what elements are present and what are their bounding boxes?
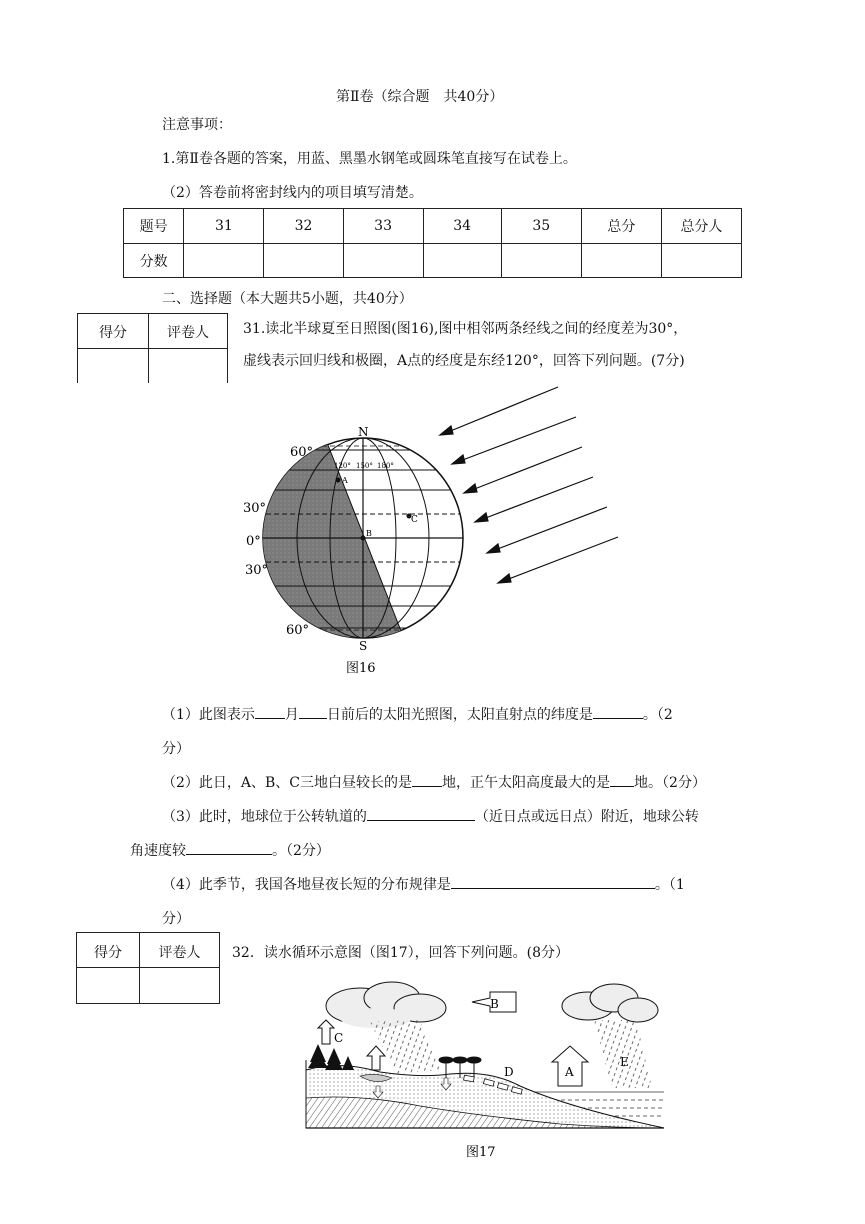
score-row-label: 分数 — [124, 244, 184, 278]
score-input-cell[interactable] — [661, 244, 741, 278]
score-input-cell[interactable] — [423, 244, 501, 278]
figure-17-caption: 图17 — [466, 1145, 496, 1160]
q31-sub3-cont — [130, 840, 330, 860]
label-lat0: 0° — [246, 534, 261, 549]
score-header-cell: 32 — [264, 209, 343, 244]
label-c: C — [411, 515, 418, 525]
label-e: E — [620, 1055, 629, 1069]
grader-name-label: 评卷人 — [167, 325, 209, 341]
q31-text-line1: 31.读北半球夏至日照图(图16),图中相邻两条经线之间的经度差为30°， — [243, 321, 688, 337]
q31-sub1-text: （1）此图表示 — [162, 707, 255, 723]
grader-score-label: 得分 — [99, 325, 127, 341]
label-b: B — [490, 997, 499, 1011]
label-lon3: 180° — [377, 462, 394, 470]
q31-sub2-text: 地。（2分） — [634, 775, 706, 791]
sun-rays — [440, 387, 618, 583]
label-b: B — [366, 529, 372, 538]
q31-sub3-text: （近日点或远日点）附近，地球公转 — [474, 809, 699, 825]
answer-blank-orbit-position[interactable] — [367, 806, 475, 821]
score-header-cell: 34 — [423, 209, 501, 244]
score-header-cell: 题号 — [124, 209, 184, 244]
figure-17-water-cycle — [300, 978, 670, 1163]
grader-score-label: 得分 — [94, 945, 122, 961]
q31-sub3-text: 角速度较 — [130, 843, 186, 859]
cloud-left — [326, 982, 446, 1028]
q31-sub4-cont: 分） — [162, 911, 190, 927]
arrow-c — [318, 1020, 334, 1044]
figure-16-globe — [230, 380, 630, 680]
label-lon2: 150° — [356, 462, 373, 470]
q31-sub2 — [162, 772, 706, 792]
q31-sub3 — [162, 806, 699, 826]
answer-blank-longest-day[interactable] — [412, 772, 442, 787]
q31-sub4 — [162, 874, 685, 894]
notes-item-1: 1.第Ⅱ卷各题的答案，用蓝、黑墨水钢笔或圆珠笔直接写在试卷上。 — [162, 151, 577, 167]
label-s: S — [359, 639, 368, 653]
q31-text-line2: 虚线表示回归线和极圈，A点的经度是东经120°，回答下列问题。(7分) — [243, 353, 685, 369]
score-input-cell[interactable] — [501, 244, 581, 278]
answer-blank-day[interactable] — [299, 704, 327, 719]
grader-box-32 — [76, 932, 220, 1004]
q31-sub1 — [162, 704, 673, 724]
answer-blank-latitude[interactable] — [593, 704, 643, 719]
q31-sub1-text: 日前后的太阳光照图，太阳直射点的纬度是 — [326, 707, 593, 723]
q31-sub2-text: （2）此日，A、B、C三地白昼较长的是 — [162, 775, 413, 791]
grader-box-31 — [77, 313, 228, 383]
score-table — [123, 208, 742, 278]
answer-blank-month[interactable] — [255, 704, 285, 719]
label-lat30s: 30° — [245, 563, 269, 578]
score-header-cell: 33 — [343, 209, 423, 244]
page-title: 第Ⅱ卷（综合题 共40分） — [336, 89, 504, 105]
label-a: A — [342, 476, 348, 485]
score-input-cell[interactable] — [581, 244, 661, 278]
q31-sub1-text: 。（2 — [642, 707, 673, 723]
score-header-cell: 总分人 — [661, 209, 741, 244]
answer-blank-max-altitude[interactable] — [610, 772, 634, 787]
grader-name-label: 评卷人 — [158, 945, 201, 961]
figure-16-caption: 图16 — [346, 661, 376, 676]
q31-sub2-text: 地，正午太阳高度最大的是 — [442, 775, 611, 791]
label-d: D — [504, 1065, 514, 1079]
label-lat60n: 60° — [290, 445, 314, 460]
q31-sub4-text: 。（1 — [654, 877, 685, 893]
point-b — [361, 536, 366, 541]
label-lat60s: 60° — [286, 623, 310, 638]
score-header-cell: 31 — [184, 209, 264, 244]
score-input-cell[interactable] — [343, 244, 423, 278]
score-header-cell: 总分 — [581, 209, 661, 244]
label-lon1: 120° — [334, 462, 351, 470]
q31-sub4-text: （4）此季节，我国各地昼夜长短的分布规律是 — [162, 877, 451, 893]
arrow-evaporation — [367, 1046, 385, 1070]
label-lat30n: 30° — [243, 501, 267, 516]
label-c: C — [334, 1031, 344, 1045]
q31-sub3-text: （3）此时，地球位于公转轨道的 — [162, 809, 367, 825]
notes-heading: 注意事项： — [162, 117, 232, 133]
q31-sub3-text: 。（2分） — [272, 843, 330, 859]
answer-blank-daylength-pattern[interactable] — [451, 874, 655, 889]
score-input-cell[interactable] — [184, 244, 264, 278]
score-input-cell[interactable] — [264, 244, 343, 278]
point-a — [336, 478, 341, 483]
label-a: A — [565, 1065, 574, 1079]
section-title: 二、选择题（本大题共5小题，共40分） — [162, 291, 413, 307]
label-n: N — [358, 425, 369, 439]
trees — [308, 1044, 354, 1070]
q31-sub1-cont: 分） — [162, 741, 190, 757]
cloud-right — [562, 984, 658, 1022]
notes-item-2: （2）答卷前将密封线内的项目填写清楚。 — [162, 185, 423, 201]
q31-sub1-text: 月 — [284, 707, 299, 723]
q32-text: 32．读水循环示意图（图17），回答下列问题。(8分） — [232, 945, 569, 961]
score-header-cell: 35 — [501, 209, 581, 244]
answer-blank-angular-speed[interactable] — [186, 840, 272, 855]
